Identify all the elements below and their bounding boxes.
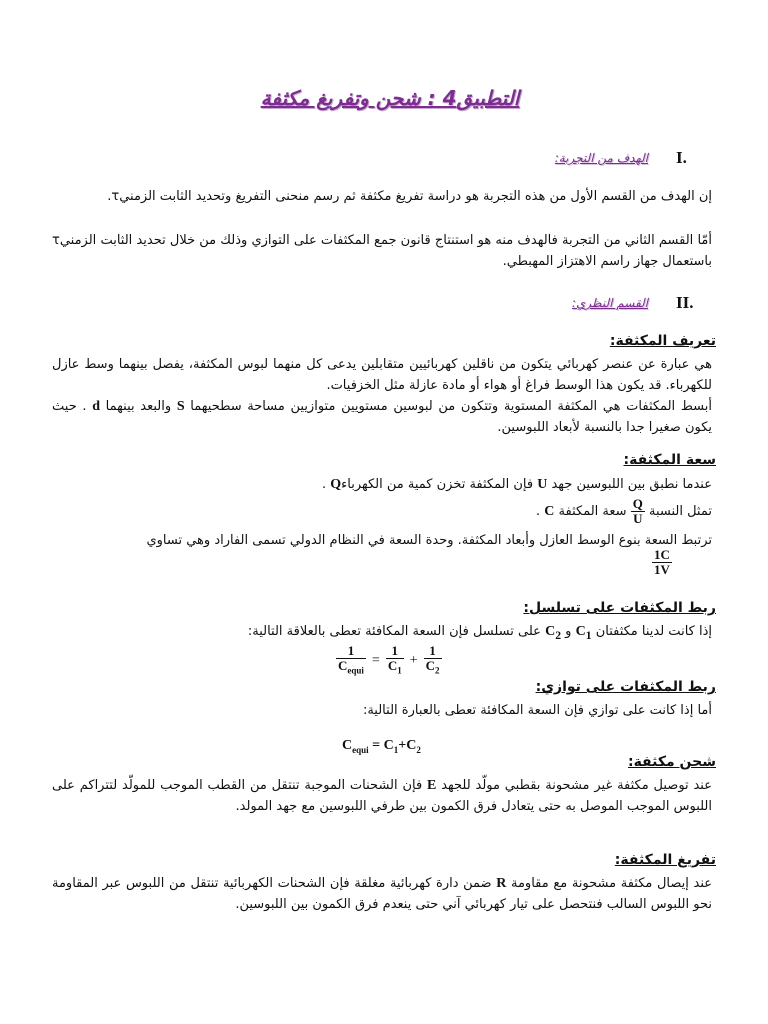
charging-heading: شحن مكثفة: bbox=[627, 754, 716, 770]
charging-text-a: عند توصيل مكثفة غير مشحونة بقطبي مولّد للجهد bbox=[441, 778, 712, 793]
section-2-number: II. bbox=[676, 293, 694, 312]
series-text-a: إذا كانت لدينا مكثفتان bbox=[595, 624, 712, 639]
definition-text-3: والبعد بينهما bbox=[105, 399, 172, 414]
series-heading: ربط المكثفات على تسلسل: bbox=[523, 600, 716, 616]
document-title: التطبيق4 : شحن وتفريغ مكثفة bbox=[260, 86, 520, 110]
c1-sub: 1 bbox=[393, 744, 399, 755]
capacity-line-2 bbox=[52, 497, 712, 526]
plus-c: +C bbox=[398, 738, 417, 753]
farad-denominator: 1V bbox=[654, 562, 670, 577]
ratio-denominator: U bbox=[633, 511, 643, 526]
symbol-c1 bbox=[575, 624, 592, 642]
c2-sub: 2 bbox=[555, 628, 562, 642]
lhs-num: 1 bbox=[347, 643, 355, 658]
farad-fraction bbox=[652, 548, 672, 577]
symbol-r: R bbox=[496, 876, 507, 891]
parallel-formula bbox=[342, 738, 421, 755]
c1-letter: C bbox=[387, 658, 398, 673]
ratio-numerator: Q bbox=[632, 496, 643, 511]
lhs-den bbox=[336, 659, 366, 678]
capacity-line-3: ترتبط السعة بنوع الوسط العازل وأبعاد المكثفة. وحدة السعة في النظام الدولي تسمى الفاراد وهي تساوي bbox=[146, 533, 712, 548]
series-term-2 bbox=[424, 644, 442, 678]
term1-den bbox=[386, 659, 404, 678]
symbol-d: d bbox=[92, 399, 100, 414]
c2-sub: 2 bbox=[435, 665, 440, 676]
charging-text bbox=[52, 775, 712, 817]
ceq-letter: C bbox=[342, 738, 353, 753]
symbol-s: S bbox=[176, 399, 185, 414]
c1-letter: C bbox=[575, 624, 586, 639]
discharging-heading: تفريغ المكثفة: bbox=[614, 852, 716, 868]
section-1-paragraph-2: أمّا القسم الثاني من التجربة فالهدف منه هو استنتاج قانون جمع المكثفات على التوازي وذلك من خلال تحديد الثابت الزمنيτ باستعمال جهاز راسم الاهتزاز المهبطي. bbox=[52, 233, 712, 269]
capacity-text-1a: عندما نطبق بين اللبوسين جهد bbox=[551, 477, 712, 492]
parallel-text: أما إذا كانت على توازي فإن السعة المكافئة تعطى بالعبارة التالية: bbox=[362, 703, 712, 718]
definition-plane-capacitor bbox=[52, 396, 712, 438]
definition-text-2: أبسط المكثفات هي المكثفة المستوية وتتكون من لبوسين مستويين متوازيين مساحة سطحيهما bbox=[190, 399, 712, 414]
capacity-text-2b: سعة المكثفة bbox=[558, 504, 627, 519]
capacity-line-1 bbox=[52, 474, 712, 495]
definition-heading: تعريف المكثفة: bbox=[609, 333, 716, 349]
parallel-heading: ربط المكثفات على توازي: bbox=[535, 679, 716, 695]
series-lhs bbox=[336, 644, 366, 678]
capacity-heading: سعة المكثفة: bbox=[623, 452, 716, 468]
discharging-text bbox=[52, 873, 712, 915]
section-2-title: القسم النظري: bbox=[571, 296, 648, 310]
charging-text-b: فإن الشحنات الموجبة تنتقل من القطب الموجب للمولّد لتتراكم على اللبوس الموجب الموصل به حتى يتعادل فرق الكمون بين طرفي اللبوسين مع جهد المولد. bbox=[52, 778, 712, 814]
capacity-text-1c: . bbox=[321, 477, 327, 492]
ceq-sub: equi bbox=[347, 665, 364, 676]
ceq-sub: equi bbox=[352, 744, 369, 755]
series-text-b: على تسلسل فإن السعة المكافئة تعطى بالعلاقة التالية: bbox=[247, 624, 541, 639]
ceq-letter: C bbox=[338, 658, 348, 673]
c2-letter: C bbox=[545, 624, 556, 639]
term2-den bbox=[424, 659, 442, 678]
symbol-c2 bbox=[545, 624, 562, 642]
symbol-q: Q bbox=[330, 477, 342, 492]
farad-numerator: 1C bbox=[654, 547, 670, 562]
series-term-1 bbox=[386, 644, 404, 678]
capacity-text-2a: تمثل النسبة bbox=[648, 504, 712, 519]
plus-sign: + bbox=[409, 652, 418, 668]
c2-sub: 2 bbox=[416, 744, 421, 755]
definition-text-5: صغيرا جدا بالنسبة لأبعاد اللبوسين. bbox=[497, 420, 681, 435]
ratio-q-over-u bbox=[631, 497, 645, 526]
section-1-number: I. bbox=[676, 148, 687, 167]
discharging-text-a: عند إيصال مكثفة مشحونة مع مقاومة bbox=[511, 876, 713, 891]
discharging-text-b: ضمن دارة كهربائية مغلقة فإن الشحنات الكهربائية تنتقل من اللبوس عبر المقاومة نحو اللبوس السالب فنتحصل على تيار كهربائي آني حتى ينعدم فرق الكمون بين اللبوسين. bbox=[52, 876, 712, 912]
farad-unit bbox=[652, 548, 672, 577]
c1-sub: 1 bbox=[397, 665, 402, 676]
series-formula bbox=[336, 644, 442, 678]
c1-sub: 1 bbox=[585, 628, 592, 642]
term1-num: 1 bbox=[391, 643, 398, 658]
term2-num: 1 bbox=[429, 643, 436, 658]
symbol-e: E bbox=[427, 778, 437, 793]
symbol-c: C bbox=[544, 504, 555, 519]
equals-c: = C bbox=[372, 738, 394, 753]
series-and: و bbox=[565, 624, 572, 639]
c2-letter: C bbox=[425, 658, 435, 673]
capacity-text-2c: . bbox=[536, 504, 541, 519]
definition-text-4: . حيث يكون bbox=[52, 399, 712, 435]
section-1-paragraph-1: إن الهدف من القسم الأول من هذه التجربة هو دراسة تفريغ مكثفة ثم رسم منحنى التفريغ وتحديد الثابت الزمنيτ. bbox=[107, 189, 712, 204]
section-1-title: الهدف من التجربة: bbox=[554, 151, 648, 165]
series-text bbox=[52, 621, 712, 646]
capacity-text-1b: فإن المكثفة تخزن كمية من الكهرباء bbox=[341, 477, 534, 492]
equals-sign: = bbox=[371, 652, 380, 668]
definition-text: هي عبارة عن عنصر كهربائي يتكون من ناقلين كهربائيين متقابلين يدعى كل منهما لبوس المكثفة، يفصل بينهما وسط عازل للكهرباء. قد يكون هذا الوسط فراغ أو هواء أو مادة عازلة مثل الخزفيات. bbox=[52, 357, 712, 393]
symbol-u: U bbox=[537, 477, 548, 492]
